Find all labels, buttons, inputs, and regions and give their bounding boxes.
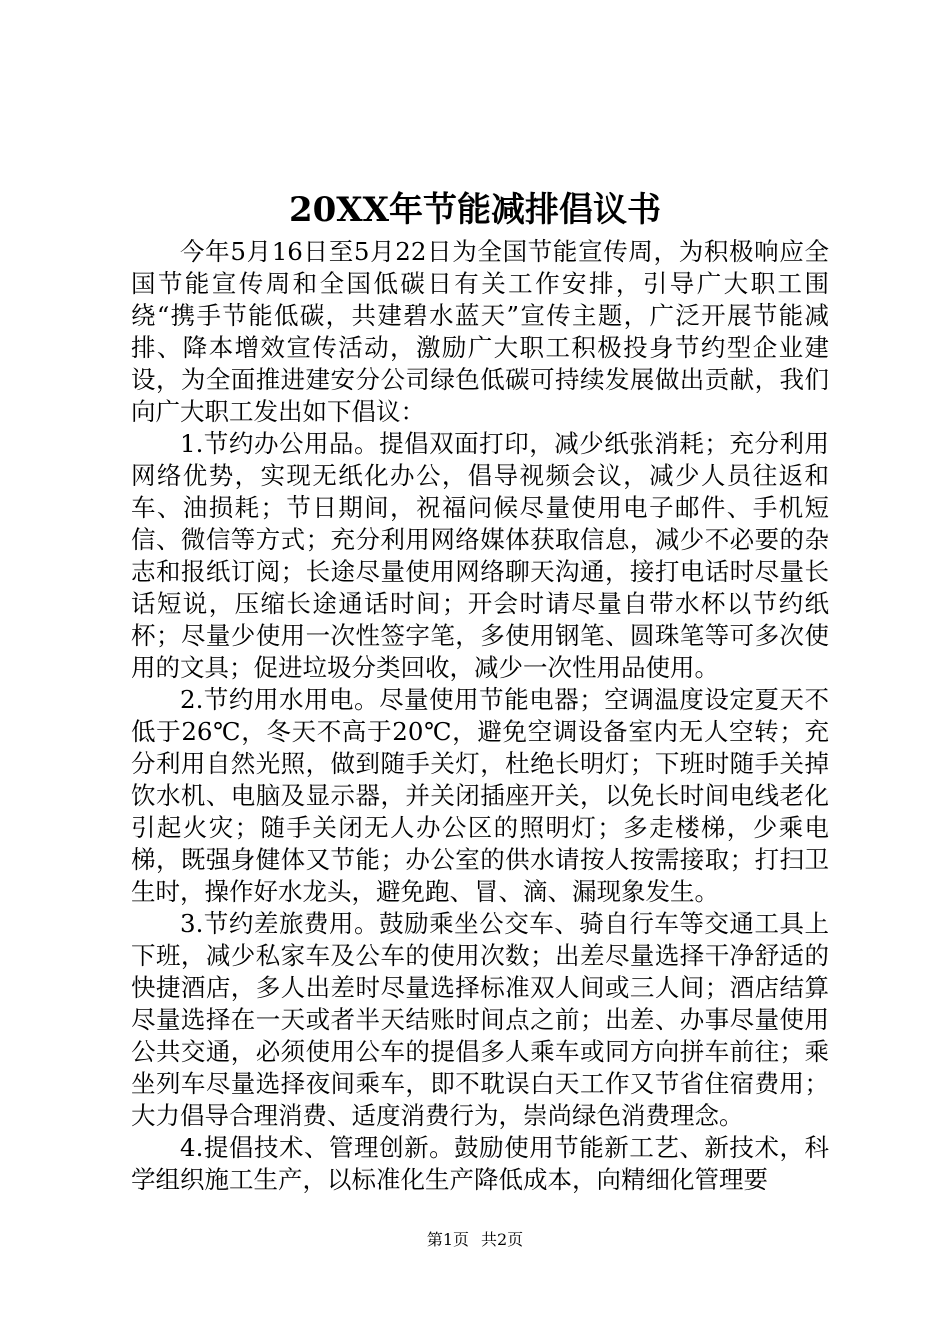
- page-number-current: 第1页: [426, 1230, 469, 1249]
- paragraph-item-1: 1.节约办公用品。提倡双面打印，减少纸张消耗；充分利用网络优势，实现无纸化办公，倡导视频会议，减少人员往返和车、油损耗；节日期间，祝福问候尽量使用电子邮件、手机短信、微信等方式；充分利用网络媒体获取信息，减少不必要的杂志和报纸订阅；长途尽量使用网络聊天沟通，接打电话时尽量长话短说，压缩长途通话时间；开会时请尽量自带水杯以节约纸杯；尽量少使用一次性签字笔，多使用钢笔、圆珠笔等可多次使用的文具；促进垃圾分类回收，减少一次性用品使用。: [131, 429, 829, 682]
- paragraph-item-4: 4.提倡技术、管理创新。鼓励使用节能新工艺、新技术，科学组织施工生产，以标准化生产降低成本，向精细化管理要: [131, 1133, 829, 1194]
- paragraph-intro: 今年5月16日至5月22日为全国节能宣传周，为积极响应全国节能宣传周和全国低碳日有关工作安排，引导广大职工围绕“携手节能低碳，共建碧水蓝天”宣传主题，广泛开展节能减排、降本增效宣传活动，激励广大职工积极投身节约型企业建设，为全面推进建安分公司绿色低碳可持续发展做出贡献，我们向广大职工发出如下倡议：: [131, 237, 829, 426]
- document-body: [131, 236, 829, 1196]
- paragraph-item-2: 2.节约用水用电。尽量使用节能电器；空调温度设定夏天不低于26℃，冬天不高于20℃，避免空调设备室内无人空转；充分利用自然光照，做到随手关灯，杜绝长明灯；下班时随手关掉饮水机、电脑及显示器，并关闭插座开关，以免长时间电线老化引起火灾；随手关闭无人办公区的照明灯；多走楼梯，少乘电梯，既强身健体又节能；办公室的供水请按人按需接取；打扫卫生时，操作好水龙头，避免跑、冒、滴、漏现象发生。: [131, 685, 829, 906]
- paragraph-item-3: 3.节约差旅费用。鼓励乘坐公交车、骑自行车等交通工具上下班，减少私家车及公车的使用次数；出差尽量选择干净舒适的快捷酒店，多人出差时尽量选择标准双人间或三人间；酒店结算尽量选择在一天或者半天结账时间点之前；出差、办事尽量使用公共交通，必须使用公车的提倡多人乘车或同方向拼车前往；乘坐列车尽量选择夜间乘车，即不耽误白天工作又节省住宿费用；大力倡导合理消费、适度消费行为，崇尚绿色消费理念。: [131, 909, 829, 1130]
- document-title: 20XX年节能减排倡议书: [288, 190, 662, 230]
- page-number-total: 共2页: [481, 1230, 524, 1249]
- page-footer: [0, 1228, 950, 1252]
